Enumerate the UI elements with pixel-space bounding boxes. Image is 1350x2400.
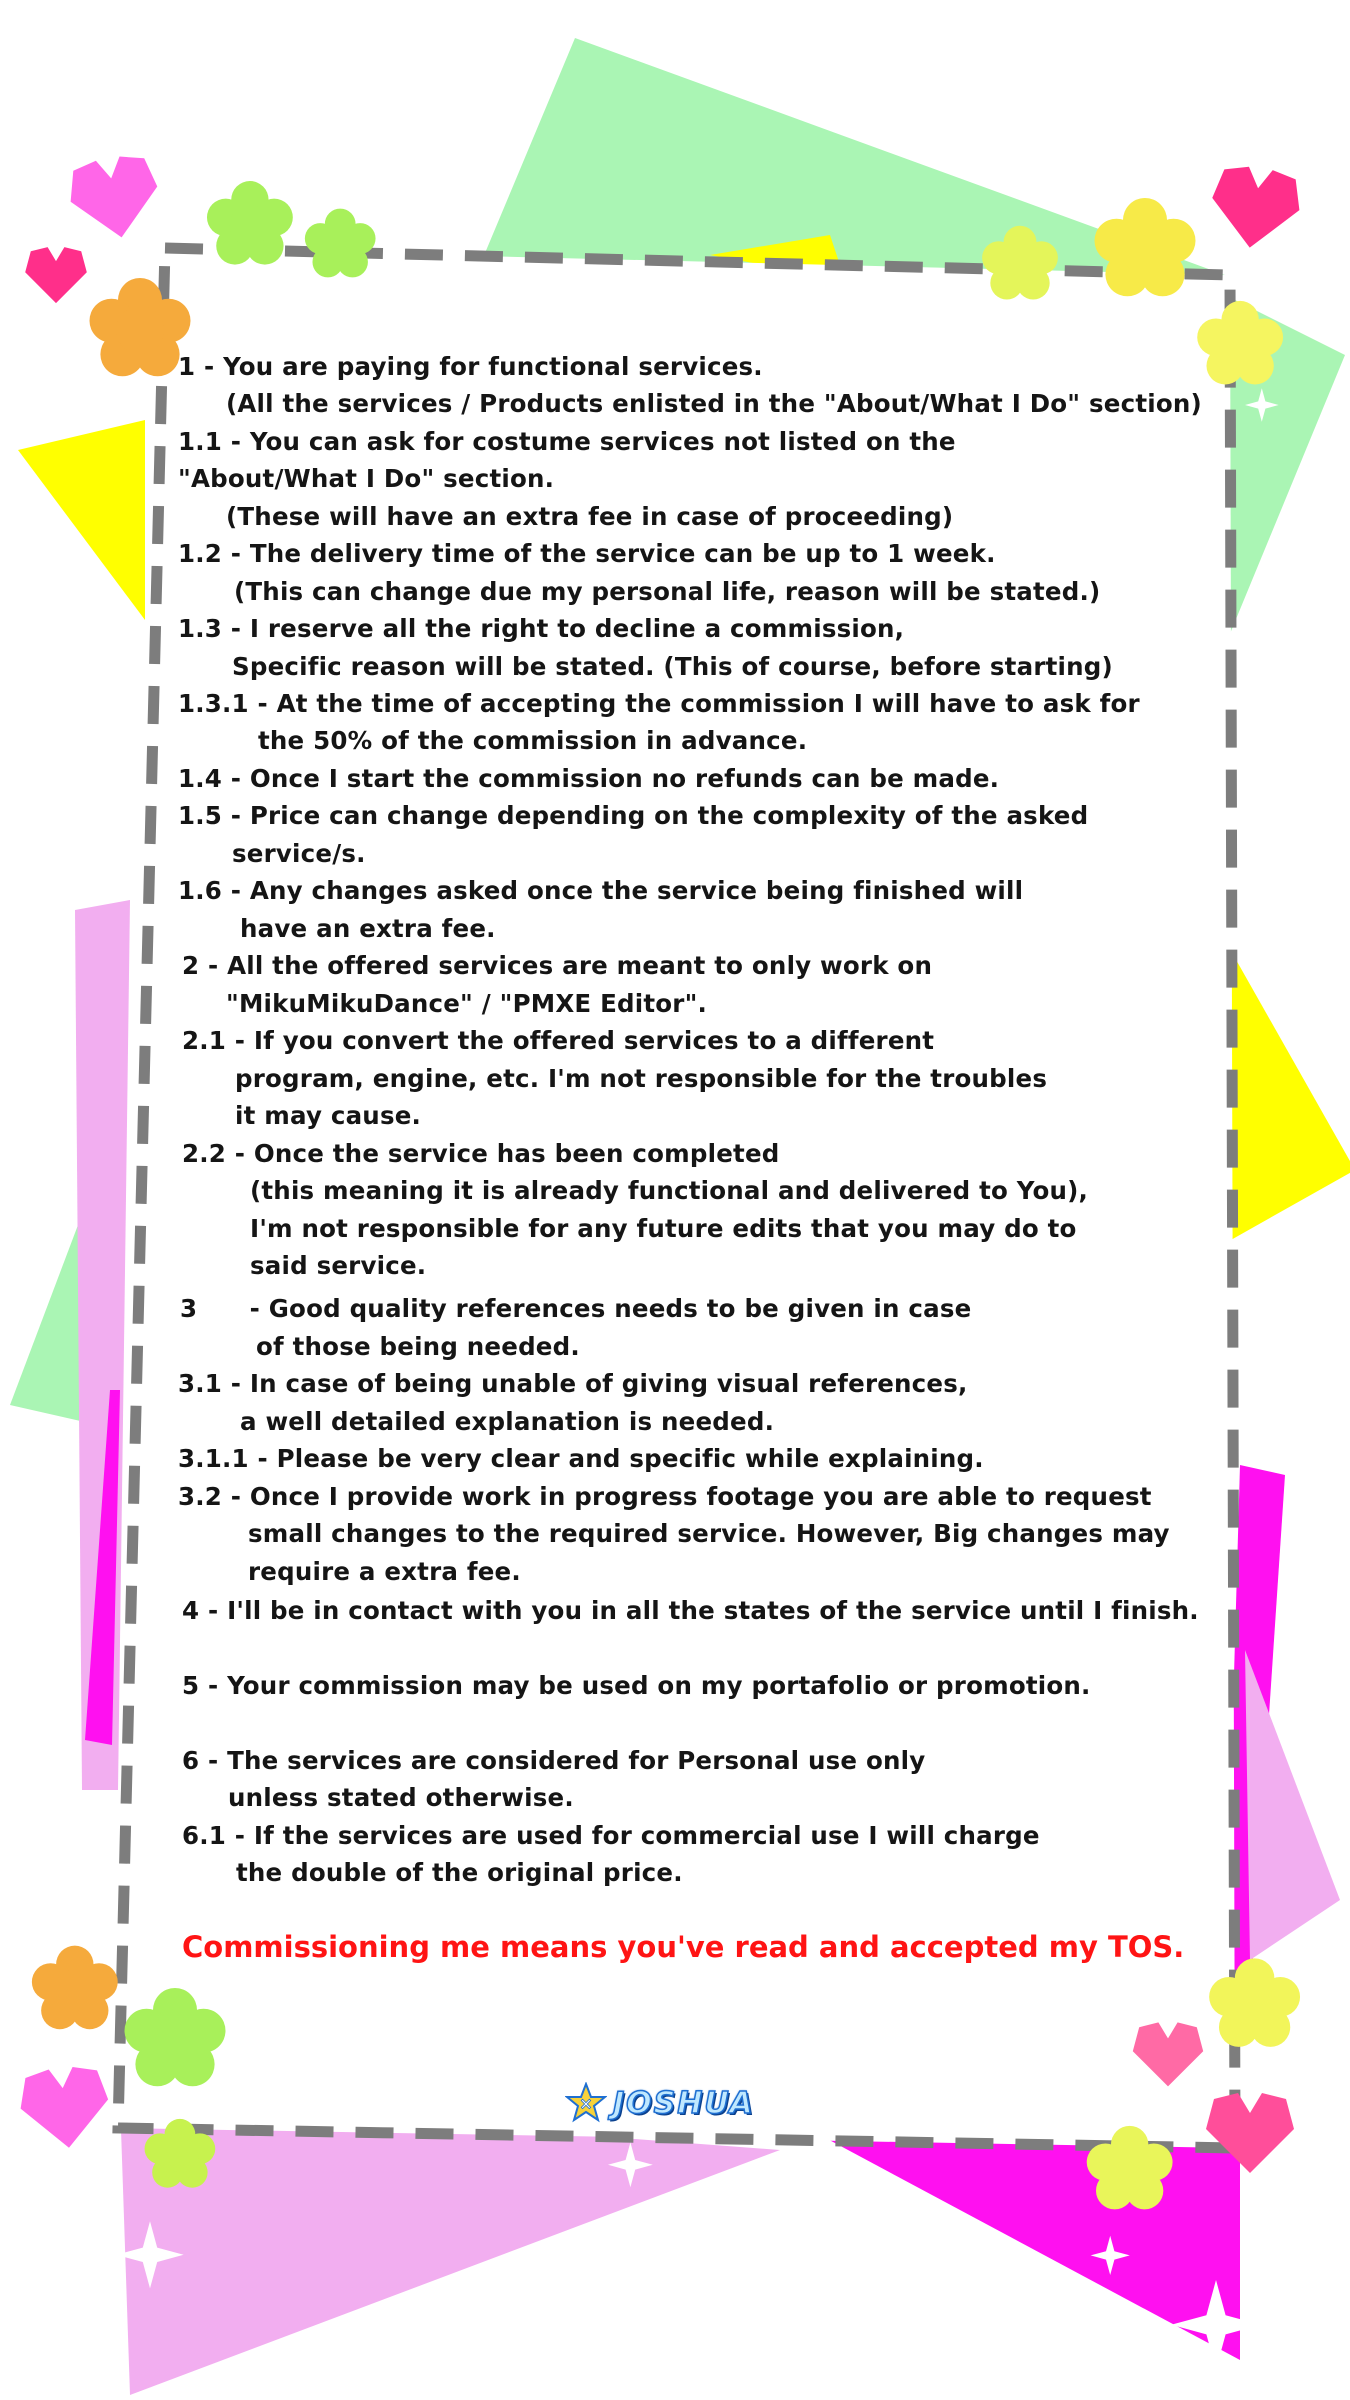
tos-line-1-1-cont: "About/What I Do" section. <box>178 464 555 493</box>
tos-line-1-3-cont: Specific reason will be stated. (This of course, before starting) <box>232 652 1113 681</box>
tos-line-1-3: 1.3 - I reserve all the right to decline a commission, <box>178 614 905 643</box>
tos-line-3-2-cont2: require a extra fee. <box>248 1557 521 1586</box>
tos-line-1-1: 1.1 - You can ask for costume services not listed on the <box>178 427 956 456</box>
logo-text: JOSHUA <box>613 2085 755 2121</box>
tos-line-2-2: 2.2 - Once the service has been completed <box>182 1139 780 1168</box>
tos-line-2-1-cont: program, engine, etc. I'm not responsible for the troubles <box>235 1064 1048 1093</box>
tos-line-1-3-1: 1.3.1 - At the time of accepting the commission I will have to ask for <box>178 689 1140 718</box>
tos-line-2-2-cont2: said service. <box>250 1251 427 1280</box>
tos-line-3-1: 3.1 - In case of being unable of giving visual references, <box>178 1369 968 1398</box>
tos-line-1-1-note: (These will have an extra fee in case of proceeding) <box>226 502 954 531</box>
tos-line-2-2-cont: I'm not responsible for any future edits that you may do to <box>250 1214 1077 1243</box>
tos-line-1-2-note: (This can change due my personal life, reason will be stated.) <box>234 577 1101 606</box>
tos-line-1-note: (All the services / Products enlisted in the "About/What I Do" section) <box>226 389 1202 418</box>
tos-line-6-1-cont: the double of the original price. <box>236 1858 683 1887</box>
x-star-icon <box>565 2082 607 2124</box>
tos-line-6-cont: unless stated otherwise. <box>228 1783 574 1812</box>
tos-line-4: 4 - I'll be in contact with you in all the states of the service until I finish. <box>182 1596 1199 1625</box>
tos-line-2-cont: "MikuMikuDance" / "PMXE Editor". <box>226 989 708 1018</box>
tos-line-3-cont: of those being needed. <box>256 1332 580 1361</box>
tos-line-1-6-cont: have an extra fee. <box>240 914 496 943</box>
closing-statement: Commissioning me means you've read and accepted my TOS. <box>182 1930 1185 1964</box>
tos-line-3-2-cont: small changes to the required service. However, Big changes may <box>248 1519 1170 1548</box>
tos-line-1-6: 1.6 - Any changes asked once the service being finished will <box>178 876 1024 905</box>
tos-line-1-4: 1.4 - Once I start the commission no refunds can be made. <box>178 764 1000 793</box>
tos-line-3-1-1: 3.1.1 - Please be very clear and specific while explaining. <box>178 1444 984 1473</box>
tos-line-2: 2 - All the offered services are meant to only work on <box>182 951 933 980</box>
svg-text:×: × <box>579 2094 593 2113</box>
tos-line-6-1: 6.1 - If the services are used for commercial use I will charge <box>182 1821 1040 1850</box>
tos-line-1-5-cont: service/s. <box>232 839 366 868</box>
joshua-logo <box>565 2082 785 2124</box>
tos-line-2-1: 2.1 - If you convert the offered services to a different <box>182 1026 935 1055</box>
tos-line-6: 6 - The services are considered for Personal use only <box>182 1746 926 1775</box>
tos-line-1-3-1-cont: the 50% of the commission in advance. <box>258 726 808 755</box>
tos-line-5: 5 - Your commission may be used on my portafolio or promotion. <box>182 1671 1091 1700</box>
tos-line-1-5: 1.5 - Price can change depending on the complexity of the asked <box>178 801 1089 830</box>
tos-line-1-2: 1.2 - The delivery time of the service can be up to 1 week. <box>178 539 996 568</box>
tos-line-3-2: 3.2 - Once I provide work in progress footage you are able to request <box>178 1482 1152 1511</box>
tos-line-1: 1 - You are paying for functional services. <box>178 352 763 381</box>
tos-line-2-2-note: (this meaning it is already functional and delivered to You), <box>250 1176 1089 1205</box>
tos-line-3: 3 - Good quality references needs to be given in case <box>180 1294 972 1323</box>
tos-line-2-1-cont2: it may cause. <box>235 1101 422 1130</box>
tos-line-3-1-cont: a well detailed explanation is needed. <box>240 1407 775 1436</box>
